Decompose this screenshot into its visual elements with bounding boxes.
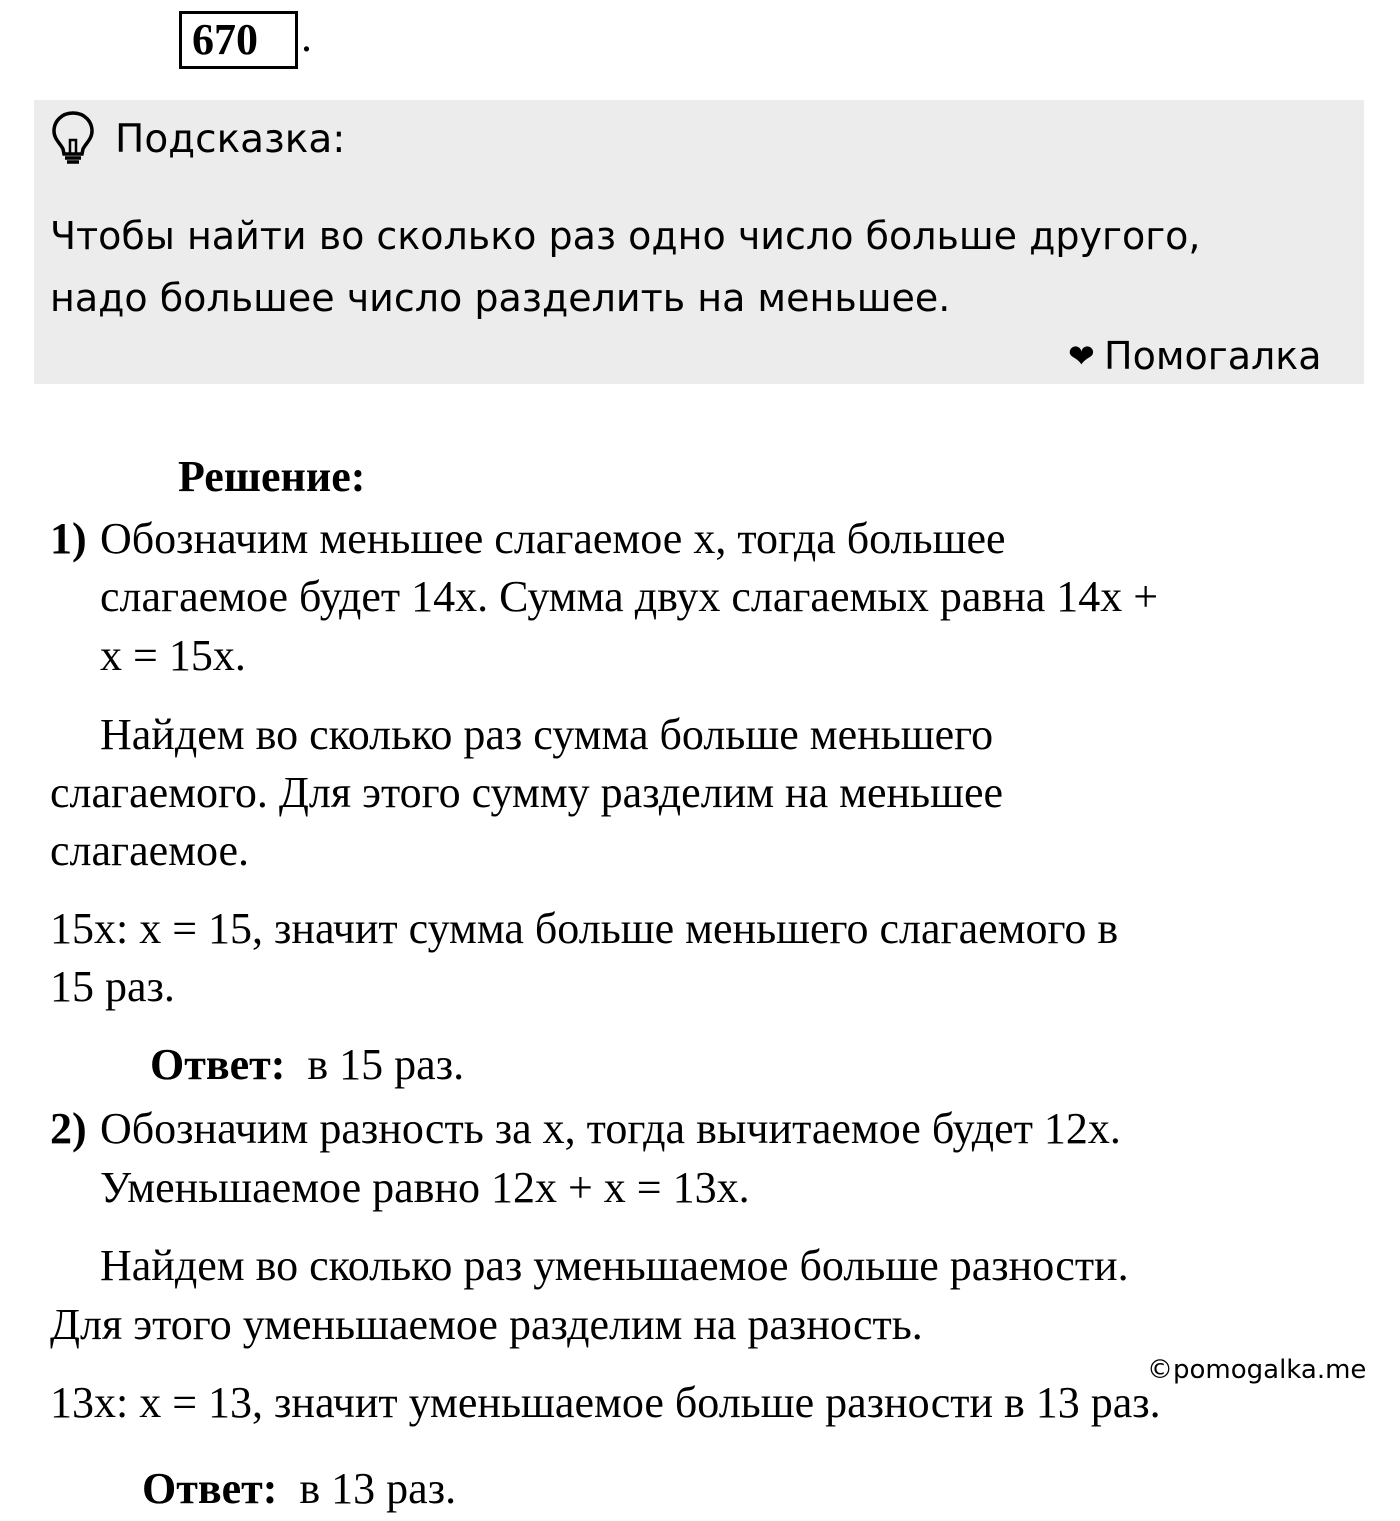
answer-label: Ответ: (150, 1040, 286, 1089)
heart-icon: ❤ (1068, 337, 1095, 375)
brand-text: Помогалка (1104, 334, 1322, 378)
part1-line: Обозначим меньшее слагаемое х, тогда большее (100, 514, 1006, 563)
answer-value: в 15 раз. (307, 1040, 465, 1089)
task-number-dot: . (301, 12, 312, 61)
answer-label: Ответ: (142, 1464, 278, 1513)
part2-explain: Найдем во сколько раз уменьшаемое больше разности. (100, 1241, 1129, 1290)
part2-marker: 2) (50, 1104, 87, 1153)
hint-text (50, 205, 1340, 329)
part1-explain: Найдем во сколько раз сумма больше меньшего (100, 710, 994, 759)
watermark: ©pomogalka.me (1147, 1355, 1367, 1385)
part1-marker: 1) (50, 514, 87, 563)
part2-answer (142, 1460, 456, 1518)
hint-title: Подсказка: (115, 117, 346, 162)
brand-label (1068, 329, 1322, 383)
part1-calc: 15 раз. (50, 962, 175, 1011)
part1-line: x = 15x. (100, 631, 246, 680)
hint-line: надо большее число разделить на меньшее. (50, 276, 951, 320)
part1-calc: 15x: x = 15, значит сумма больше меньшего слагаемого в (50, 904, 1119, 953)
task-number: 670 (179, 11, 298, 69)
hint-line: Чтобы найти во сколько раз одно число больше другого, (50, 214, 1201, 258)
part2-calc: 13x: x = 13, значит уменьшаемое больше разности в 13 раз. (50, 1378, 1161, 1427)
part1-line: слагаемое будет 14x. Сумма двух слагаемых равна 14x + (100, 572, 1159, 621)
lightbulb-icon (50, 110, 96, 166)
part1-explain: слагаемое. (50, 826, 250, 875)
answer-value: в 13 раз. (299, 1464, 457, 1513)
part2-line: Уменьшаемое равно 12x + x = 13x. (100, 1163, 750, 1212)
part2-line: Обозначим разность за х, тогда вычитаемое будет 12x. (100, 1104, 1121, 1153)
part1-answer (150, 1036, 464, 1094)
part2-explain: Для этого уменьшаемое разделим на разность. (50, 1300, 923, 1349)
part1-explain: слагаемого. Для этого сумму разделим на меньшее (50, 768, 1004, 817)
solution-heading: Решение: (178, 452, 366, 501)
